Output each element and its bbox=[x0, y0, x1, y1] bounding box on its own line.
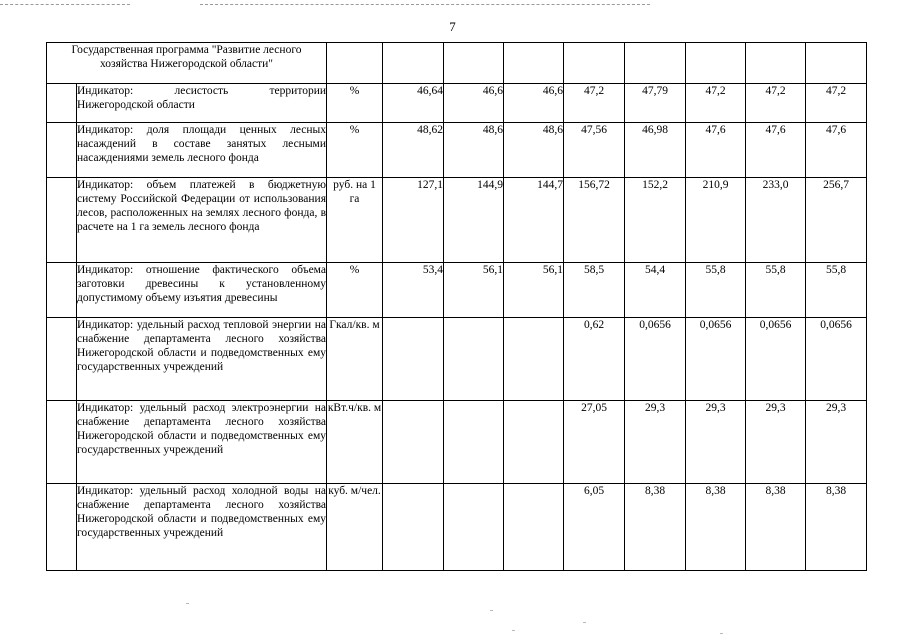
empty-cell bbox=[444, 43, 504, 84]
top-scan-line-left bbox=[0, 4, 130, 5]
program-title: Государственная программа "Развитие лесного хозяйства Нижегородской области" bbox=[47, 43, 327, 84]
empty-cell bbox=[686, 43, 746, 84]
unit-cell: % bbox=[327, 263, 383, 318]
value-cell: 0,0656 bbox=[625, 318, 686, 401]
indent-cell bbox=[47, 263, 77, 318]
value-cell: 0,0656 bbox=[686, 318, 746, 401]
value-cell bbox=[444, 484, 504, 571]
value-cell bbox=[504, 484, 564, 571]
table-row bbox=[47, 84, 867, 123]
empty-cell bbox=[504, 43, 564, 84]
value-cell: 56,1 bbox=[504, 263, 564, 318]
indent-cell bbox=[47, 484, 77, 571]
value-cell: 55,8 bbox=[806, 263, 867, 318]
unit-cell: кВт.ч/кв. м bbox=[327, 401, 383, 484]
unit-cell: Гкал/кв. м bbox=[327, 318, 383, 401]
value-cell: 8,38 bbox=[625, 484, 686, 571]
value-cell: 8,38 bbox=[686, 484, 746, 571]
table-row bbox=[47, 484, 867, 571]
empty-cell bbox=[564, 43, 625, 84]
value-cell: 47,2 bbox=[806, 84, 867, 123]
value-cell: 55,8 bbox=[746, 263, 806, 318]
empty-cell bbox=[625, 43, 686, 84]
value-cell: 8,38 bbox=[806, 484, 867, 571]
value-cell: 233,0 bbox=[746, 178, 806, 263]
table-body bbox=[47, 43, 867, 571]
value-cell: 46,6 bbox=[504, 84, 564, 123]
value-cell bbox=[383, 484, 444, 571]
indent-cell bbox=[47, 84, 77, 123]
value-cell: 55,8 bbox=[686, 263, 746, 318]
empty-cell bbox=[806, 43, 867, 84]
empty-cell bbox=[327, 43, 383, 84]
scan-speck bbox=[512, 630, 515, 631]
page-number: 7 bbox=[449, 19, 456, 34]
value-cell: 27,05 bbox=[564, 401, 625, 484]
value-cell: 46,98 bbox=[625, 123, 686, 178]
value-cell: 0,62 bbox=[564, 318, 625, 401]
indent-cell bbox=[47, 178, 77, 263]
value-cell: 127,1 bbox=[383, 178, 444, 263]
scan-speck bbox=[490, 610, 493, 611]
value-cell: 56,1 bbox=[444, 263, 504, 318]
value-cell: 29,3 bbox=[746, 401, 806, 484]
value-cell: 58,5 bbox=[564, 263, 625, 318]
value-cell: 54,4 bbox=[625, 263, 686, 318]
value-cell: 0,0656 bbox=[746, 318, 806, 401]
indent-cell bbox=[47, 401, 77, 484]
value-cell: 47,2 bbox=[686, 84, 746, 123]
value-cell: 47,2 bbox=[564, 84, 625, 123]
indicators-table bbox=[46, 42, 867, 571]
value-cell bbox=[444, 318, 504, 401]
unit-cell: % bbox=[327, 84, 383, 123]
value-cell: 0,0656 bbox=[806, 318, 867, 401]
value-cell: 8,38 bbox=[746, 484, 806, 571]
value-cell: 46,64 bbox=[383, 84, 444, 123]
value-cell: 47,79 bbox=[625, 84, 686, 123]
top-scan-line-right bbox=[200, 4, 650, 5]
table-row bbox=[47, 178, 867, 263]
value-cell: 47,6 bbox=[806, 123, 867, 178]
table-row bbox=[47, 123, 867, 178]
table-row bbox=[47, 263, 867, 318]
value-cell: 48,62 bbox=[383, 123, 444, 178]
value-cell: 152,2 bbox=[625, 178, 686, 263]
indicator-name: Индикатор: удельный расход тепловой энергии на снабжение департамента лесного хозяйства Нижегородской области и подведомственных ему государственных учреждений bbox=[77, 318, 327, 401]
indicator-name: Индикатор: удельный расход холодной воды на снабжение департамента лесного хозяйства Нижегородской области и подведомственных ему государственных учреждений bbox=[77, 484, 327, 571]
indent-cell bbox=[47, 123, 77, 178]
scan-speck bbox=[583, 622, 586, 623]
value-cell: 156,72 bbox=[564, 178, 625, 263]
scan-speck bbox=[186, 603, 189, 604]
value-cell: 210,9 bbox=[686, 178, 746, 263]
value-cell: 53,4 bbox=[383, 263, 444, 318]
value-cell: 29,3 bbox=[686, 401, 746, 484]
value-cell: 46,6 bbox=[444, 84, 504, 123]
unit-cell: руб. на 1 га bbox=[327, 178, 383, 263]
unit-cell: куб. м/чел. bbox=[327, 484, 383, 571]
value-cell: 48,6 bbox=[444, 123, 504, 178]
value-cell: 47,56 bbox=[564, 123, 625, 178]
value-cell bbox=[383, 318, 444, 401]
value-cell: 144,7 bbox=[504, 178, 564, 263]
table-row bbox=[47, 318, 867, 401]
value-cell bbox=[504, 318, 564, 401]
unit-cell: % bbox=[327, 123, 383, 178]
value-cell bbox=[383, 401, 444, 484]
scan-speck bbox=[720, 633, 723, 634]
value-cell bbox=[504, 401, 564, 484]
value-cell: 6,05 bbox=[564, 484, 625, 571]
program-row bbox=[47, 43, 867, 84]
indicator-name: Индикатор: объем платежей в бюджетную систему Российской Федерации от использования лесов, расположенных на землях лесного фонда, в расчете на 1 га земель лесного фонда bbox=[77, 178, 327, 263]
value-cell: 144,9 bbox=[444, 178, 504, 263]
value-cell: 256,7 bbox=[806, 178, 867, 263]
indent-cell bbox=[47, 318, 77, 401]
value-cell bbox=[444, 401, 504, 484]
indicator-name: Индикатор: отношение фактического объема заготовки древесины к установленному допустимому объему изъятия древесины bbox=[77, 263, 327, 318]
empty-cell bbox=[383, 43, 444, 84]
empty-cell bbox=[746, 43, 806, 84]
value-cell: 29,3 bbox=[806, 401, 867, 484]
indicator-name: Индикатор: удельный расход электроэнергии на снабжение департамента лесного хозяйства Нижегородской области и подведомственных ему государственных учреждений bbox=[77, 401, 327, 484]
table-row bbox=[47, 401, 867, 484]
value-cell: 47,6 bbox=[686, 123, 746, 178]
value-cell: 47,2 bbox=[746, 84, 806, 123]
indicator-name: Индикатор: лесистость территории Нижегородской области bbox=[77, 84, 327, 123]
indicator-name: Индикатор: доля площади ценных лесных насаждений в составе занятых лесными насаждениями земель лесного фонда bbox=[77, 123, 327, 178]
value-cell: 29,3 bbox=[625, 401, 686, 484]
value-cell: 47,6 bbox=[746, 123, 806, 178]
value-cell: 48,6 bbox=[504, 123, 564, 178]
